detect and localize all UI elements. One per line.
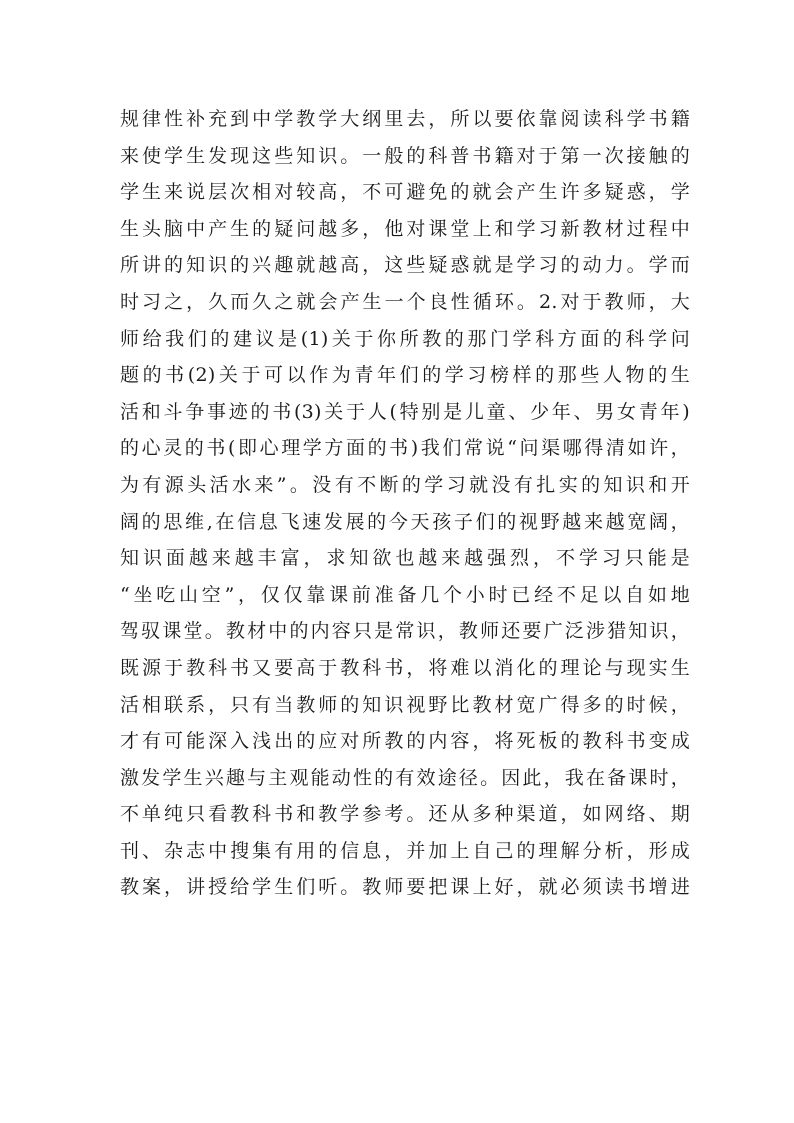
body-text bbox=[120, 101, 690, 906]
text-line-3: 学生来说层次相对较高，不可避免的就会产生许多疑惑，学 bbox=[120, 181, 690, 204]
text-line-6: 时习之，久而久之就会产生一个良性循环。2.对于教师，大 bbox=[120, 290, 690, 313]
text-line-14: “坐吃山空”，仅仅靠课前准备几个小时已经不足以自如地 bbox=[120, 583, 690, 606]
text-line-11: 为有源头活水来”。没有不断的学习就没有扎实的知识和开 bbox=[120, 473, 690, 496]
text-line-1: 规律性补充到中学教学大纲里去，所以要依靠阅读科学书籍 bbox=[120, 108, 690, 130]
text-line-4: 生头脑中产生的疑问越多，他对课堂上和学习新教材过程中 bbox=[120, 217, 690, 240]
text-line-15: 驾驭课堂。教材中的内容只是常识，教师还要广泛涉猎知识， bbox=[120, 620, 690, 643]
text-line-12: 阔的思维,在信息飞速发展的今天孩子们的视野越来越宽阔， bbox=[120, 510, 690, 533]
text-line-18: 才有可能深入浅出的应对所教的内容，将死板的教科书变成 bbox=[120, 730, 690, 753]
text-line-20: 不单纯只看教科书和教学参考。还从多种渠道，如网络、期 bbox=[120, 803, 690, 826]
text-line-10: 的心灵的书(即心理学方面的书)我们常说“问渠哪得清如许， bbox=[120, 437, 690, 460]
text-line-7: 师给我们的建议是(1)关于你所教的那门学科方面的科学问 bbox=[120, 327, 690, 350]
text-line-5: 所讲的知识的兴趣就越高，这些疑惑就是学习的动力。学而 bbox=[120, 254, 690, 277]
text-line-22: 教案，讲授给学生们听。教师要把课上好，就必须读书增进 bbox=[120, 876, 690, 899]
text-line-9: 活和斗争事迹的书(3)关于人(特别是儿童、少年、男女青年) bbox=[120, 400, 690, 423]
text-line-16: 既源于教科书又要高于教科书，将难以消化的理论与现实生 bbox=[120, 656, 690, 679]
text-line-17: 活相联系，只有当教师的知识视野比教材宽广得多的时候， bbox=[120, 693, 690, 716]
text-line-13: 知识面越来越丰富，求知欲也越来越强烈，不学习只能是 bbox=[120, 547, 690, 570]
text-line-2: 来使学生发现这些知识。一般的科普书籍对于第一次接触的 bbox=[120, 144, 690, 167]
text-line-21: 刊、杂志中搜集有用的信息，并加上自己的理解分析，形成 bbox=[120, 839, 690, 862]
text-line-19: 激发学生兴趣与主观能动性的有效途径。因此，我在备课时， bbox=[120, 766, 690, 789]
text-line-8: 题的书(2)关于可以作为青年们的学习榜样的那些人物的生 bbox=[120, 364, 690, 387]
